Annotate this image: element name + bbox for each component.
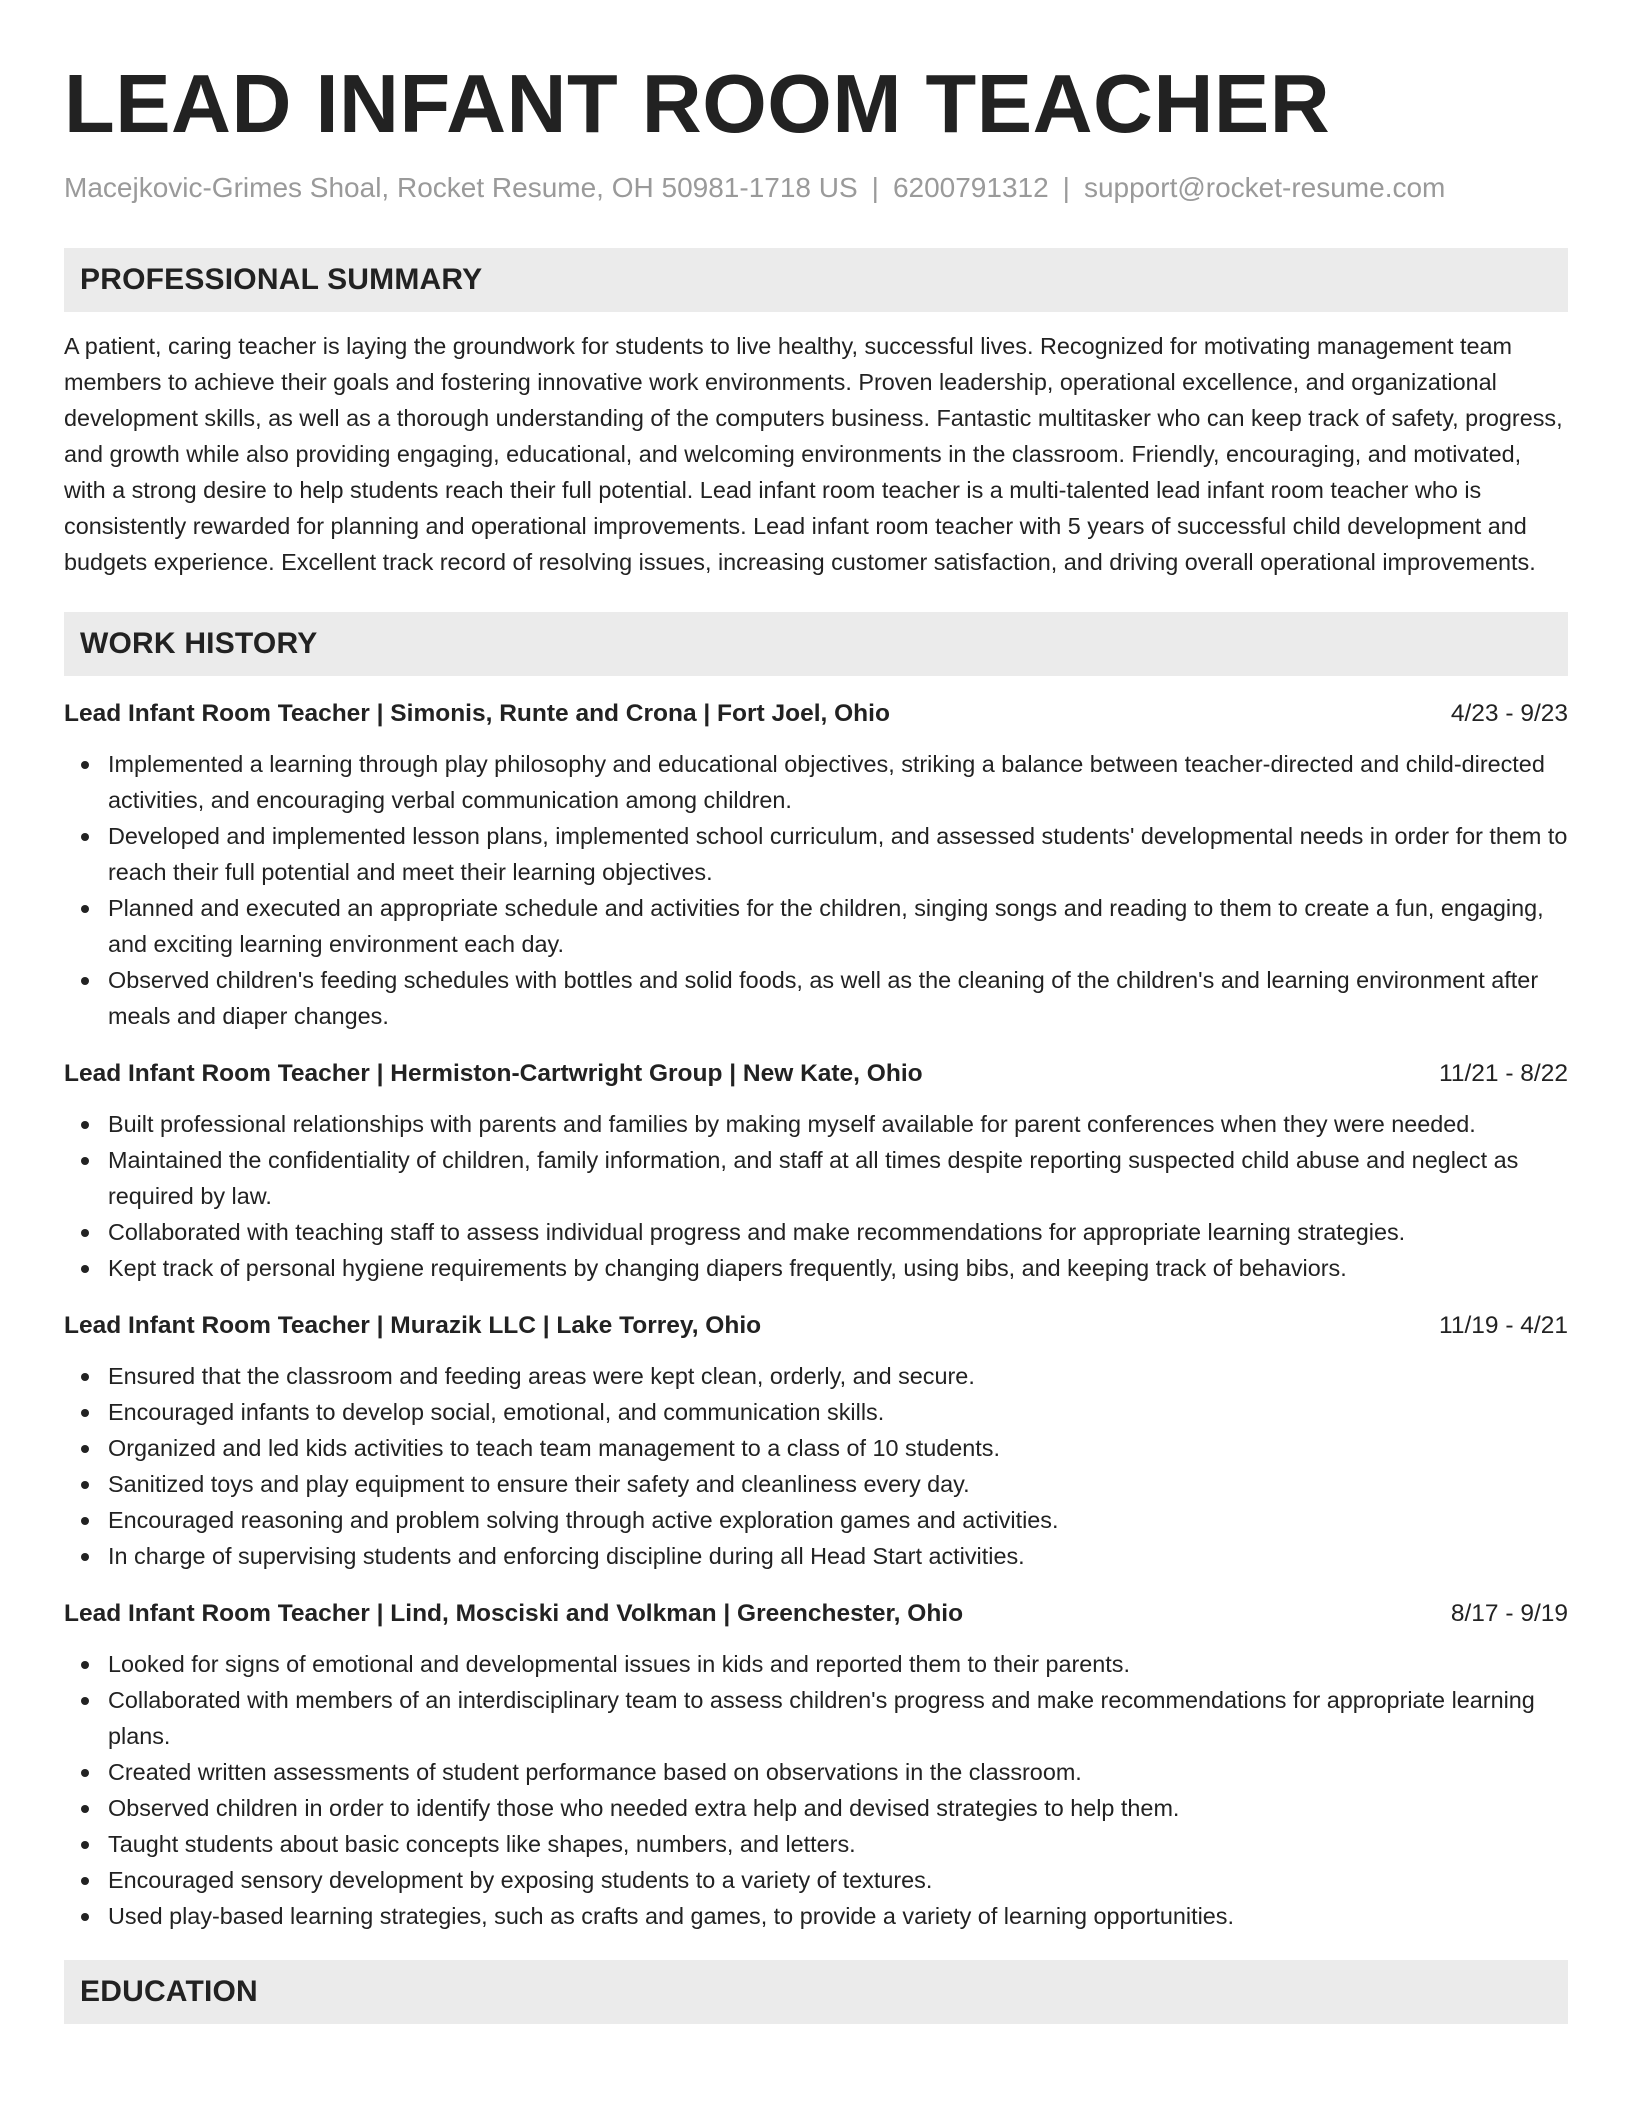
- bullet-dot-icon: [81, 1805, 89, 1813]
- job-bullet: [108, 1214, 1568, 1250]
- job-header: [64, 1596, 1568, 1632]
- job-header: [64, 1308, 1568, 1344]
- job-bullet-text: Collaborated with teaching staff to assess individual progress and make recommendations for appropriate learning strategies.: [108, 1219, 1406, 1245]
- job-bullet: [108, 890, 1568, 962]
- job-bullet-text: Encouraged reasoning and problem solving through active exploration games and activities.: [108, 1507, 1059, 1533]
- job-bullet: [108, 1790, 1568, 1826]
- section-header-summary: [64, 248, 1568, 312]
- bullet-dot-icon: [81, 1373, 89, 1381]
- job-title: Lead Infant Room Teacher | Hermiston-Cartwright Group | New Kate, Ohio: [64, 1060, 923, 1087]
- job-bullet-text: Organized and led kids activities to teach team management to a class of 10 students.: [108, 1435, 1000, 1461]
- job-entry: [64, 696, 1568, 1034]
- bullet-dot-icon: [81, 833, 89, 841]
- bullet-dot-icon: [81, 1877, 89, 1885]
- job-bullet: [108, 1538, 1568, 1574]
- job-bullet: [108, 1358, 1568, 1394]
- job-bullet-text: Ensured that the classroom and feeding areas were kept clean, orderly, and secure.: [108, 1363, 975, 1389]
- section-title-education: EDUCATION: [80, 1975, 258, 2008]
- job-bullet-text: Taught students about basic concepts like shapes, numbers, and letters.: [108, 1831, 856, 1857]
- job-header: [64, 1056, 1568, 1092]
- job-bullet-text: Encouraged sensory development by exposing students to a variety of textures.: [108, 1867, 933, 1893]
- job-bullets: [64, 1646, 1568, 1934]
- bullet-dot-icon: [81, 1553, 89, 1561]
- job-dates: 11/21 - 8/22: [1439, 1060, 1568, 1087]
- bullet-dot-icon: [81, 1697, 89, 1705]
- contact-separator: |: [871, 172, 879, 203]
- job-bullet: [108, 962, 1568, 1034]
- job-bullet-text: Created written assessments of student performance based on observations in the classroom.: [108, 1759, 1082, 1785]
- contact-address: Macejkovic-Grimes Shoal, Rocket Resume, OH 50981-1718 US: [64, 172, 858, 203]
- job-bullet-text: Planned and executed an appropriate schedule and activities for the children, singing songs and reading to them to create a fun, engaging, and exciting learning environment each day.: [108, 895, 1544, 957]
- job-bullets: [64, 1106, 1568, 1286]
- job-bullet-text: Observed children in order to identify those who needed extra help and devised strategies to help them.: [108, 1795, 1180, 1821]
- bullet-dot-icon: [81, 1841, 89, 1849]
- job-bullet: [108, 1466, 1568, 1502]
- resume-name: LEAD INFANT ROOM TEACHER: [64, 57, 1331, 150]
- bullet-dot-icon: [81, 905, 89, 913]
- bullet-dot-icon: [81, 1445, 89, 1453]
- bullet-dot-icon: [81, 1409, 89, 1417]
- bullet-dot-icon: [81, 977, 89, 985]
- bullet-dot-icon: [81, 1157, 89, 1165]
- job-bullet: [108, 1754, 1568, 1790]
- job-bullet-text: Built professional relationships with parents and families by making myself available for parent conferences when they were needed.: [108, 1111, 1476, 1137]
- job-title: Lead Infant Room Teacher | Murazik LLC | Lake Torrey, Ohio: [64, 1312, 762, 1339]
- bullet-dot-icon: [81, 1229, 89, 1237]
- section-title-summary: PROFESSIONAL SUMMARY: [80, 263, 483, 296]
- job-bullet: [108, 1502, 1568, 1538]
- work-history-list: [64, 696, 1568, 1934]
- job-entry: [64, 1056, 1568, 1286]
- bullet-dot-icon: [81, 1661, 89, 1669]
- job-bullet: [108, 1826, 1568, 1862]
- section-header-work-history: [64, 612, 1568, 676]
- section-title-work-history: WORK HISTORY: [80, 627, 318, 660]
- contact-email: support@rocket-resume.com: [1083, 172, 1446, 203]
- job-bullet-text: Kept track of personal hygiene requirements by changing diapers frequently, using bibs, and keeping track of behaviors.: [108, 1255, 1347, 1281]
- job-bullet: [108, 1430, 1568, 1466]
- job-dates: 4/23 - 9/23: [1450, 700, 1568, 727]
- job-bullets: [64, 746, 1568, 1034]
- contact-separator: |: [1062, 172, 1070, 203]
- job-bullet: [108, 1898, 1568, 1934]
- job-bullet: [108, 1106, 1568, 1142]
- bullet-dot-icon: [81, 1121, 89, 1129]
- job-bullet-text: Developed and implemented lesson plans, implemented school curriculum, and assessed students' developmental needs in order for them to reach their full potential and meet their learning objectives.: [108, 823, 1568, 885]
- bullet-dot-icon: [81, 1769, 89, 1777]
- job-dates: 11/19 - 4/21: [1439, 1312, 1568, 1339]
- job-bullet-text: Sanitized toys and play equipment to ensure their safety and cleanliness every day.: [108, 1471, 970, 1497]
- job-bullets: [64, 1358, 1568, 1574]
- bullet-dot-icon: [81, 1265, 89, 1273]
- job-header: [64, 696, 1568, 732]
- job-bullet-text: Observed children's feeding schedules with bottles and solid foods, as well as the cleaning of the children's and learning environment after meals and diaper changes.: [108, 967, 1539, 1029]
- job-entry: [64, 1308, 1568, 1574]
- job-bullet: [108, 746, 1568, 818]
- job-bullet: [108, 1862, 1568, 1898]
- bullet-dot-icon: [81, 1481, 89, 1489]
- job-bullet-text: Implemented a learning through play philosophy and educational objectives, striking a balance between teacher-directed and child-directed activities, and encouraging verbal communication among children.: [108, 751, 1545, 813]
- job-bullet: [108, 1394, 1568, 1430]
- job-title: Lead Infant Room Teacher | Simonis, Runte and Crona | Fort Joel, Ohio: [64, 700, 890, 727]
- job-bullet-text: Looked for signs of emotional and developmental issues in kids and reported them to their parents.: [108, 1651, 1130, 1677]
- job-title: Lead Infant Room Teacher | Lind, Mosciski and Volkman | Greenchester, Ohio: [64, 1600, 964, 1627]
- job-bullet: [108, 1250, 1568, 1286]
- job-bullet: [108, 818, 1568, 890]
- job-entry: [64, 1596, 1568, 1934]
- job-bullet-text: Used play-based learning strategies, such as crafts and games, to provide a variety of learning opportunities.: [108, 1903, 1234, 1929]
- job-dates: 8/17 - 9/19: [1450, 1600, 1568, 1627]
- contact-line: [64, 170, 1568, 206]
- job-bullet-text: In charge of supervising students and enforcing discipline during all Head Start activities.: [108, 1543, 1025, 1569]
- job-bullet: [108, 1142, 1568, 1214]
- bullet-dot-icon: [81, 1517, 89, 1525]
- job-bullet-text: Collaborated with members of an interdisciplinary team to assess children's progress and make recommendations for appropriate learning plans.: [108, 1687, 1535, 1749]
- summary-text: A patient, caring teacher is laying the groundwork for students to live healthy, successful lives. Recognized for motivating management team members to achieve their goals and fostering innovative work environments. Proven leadership, operational excellence, and organizational development skills, as well as a thorough understanding of the computers business. Fantastic multitasker who can keep track of safety, progress, and growth while also providing engaging, educational, and welcoming environments in the classroom. Friendly, encouraging, and motivated, with a strong desire to help students reach their full potential. Lead infant room teacher is a multi-talented lead infant room teacher who is consistently rewarded for planning and operational improvements. Lead infant room teacher with 5 years of successful child development and budgets experience. Excellent track record of resolving issues, increasing customer satisfaction, and driving overall operational improvements.: [64, 333, 1563, 575]
- bullet-dot-icon: [81, 761, 89, 769]
- bullet-dot-icon: [81, 1913, 89, 1921]
- job-bullet-text: Encouraged infants to develop social, emotional, and communication skills.: [108, 1399, 885, 1425]
- contact-phone: 6200791312: [892, 172, 1049, 203]
- section-header-education: [64, 1960, 1568, 2024]
- job-bullet-text: Maintained the confidentiality of children, family information, and staff at all times despite reporting suspected child abuse and neglect as required by law.: [108, 1147, 1519, 1209]
- job-bullet: [108, 1682, 1568, 1754]
- job-bullet: [108, 1646, 1568, 1682]
